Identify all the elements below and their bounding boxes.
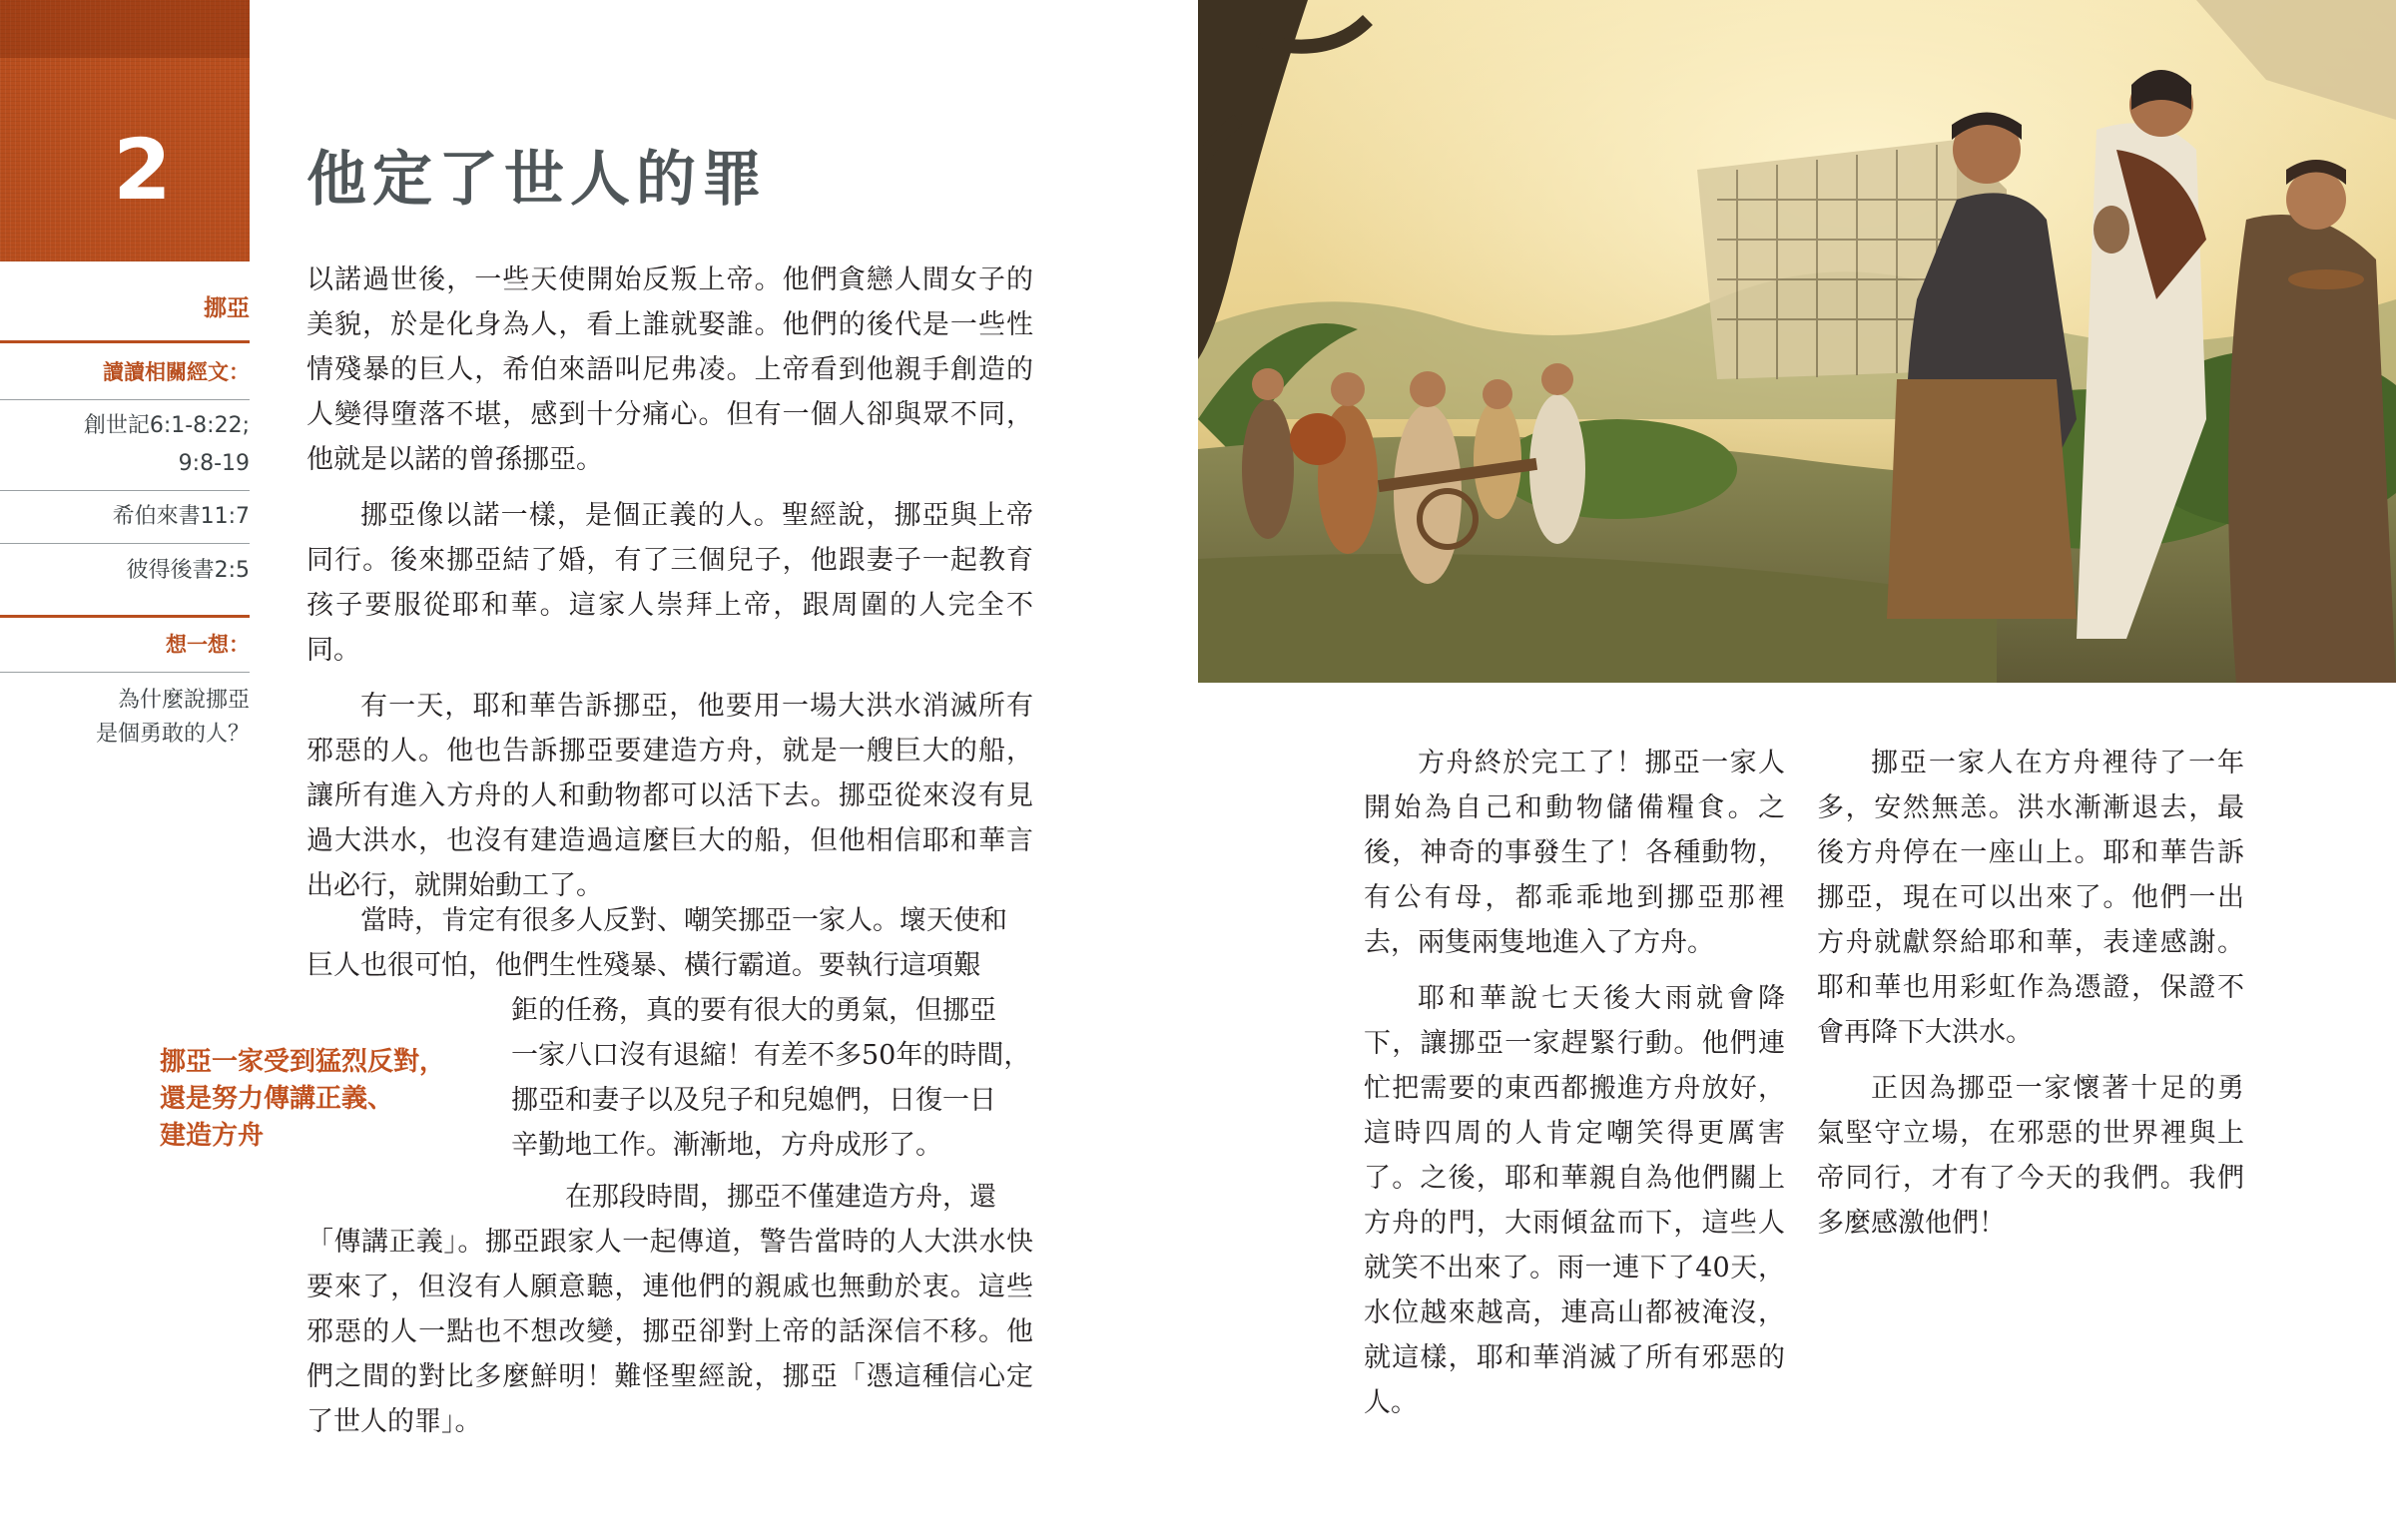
reading-ref: 9:8-19 (178, 451, 250, 476)
chapter-number: 2 (113, 121, 172, 219)
question-line: 是個勇敢的人？ (95, 722, 250, 747)
illustration (1198, 0, 2396, 683)
sidebar-divider (0, 490, 250, 491)
left-column-bottom (306, 1220, 1033, 1455)
ark-construction-painting (1198, 0, 2396, 683)
readings-label: 讀讀相關經文： (103, 360, 250, 384)
paragraph-line: 當時，肯定有很多人反對、嘲笑挪亞一家人。壞天使和 (360, 905, 1007, 936)
paragraph: 挪亞像以諾一樣，是個正義的人。聖經說，挪亞與上帝同行。後來挪亞結了婚，有了三個兒子，他跟妻子一起教育孩子要服從耶和華。這家人崇拜上帝，跟周圍的人完全不同。 (306, 500, 1033, 666)
figures-foreground (1887, 70, 2396, 683)
middle-column (1364, 741, 1785, 1436)
sidebar-divider (0, 399, 250, 400)
paragraph-line: 巨人也很可怕，他們生性殘暴、橫行霸道。要執行這項艱 (306, 950, 980, 981)
sidebar-divider (0, 543, 250, 544)
right-column (1817, 741, 2244, 1257)
paragraph-line: 鉅的任務，真的要有很大的勇氣，但挪亞 (511, 995, 996, 1026)
paragraph-line: 挪亞和妻子以及兒子和兒媳們，日復一日 (511, 1085, 996, 1116)
sidebar-name: 挪亞 (204, 295, 250, 321)
paragraph: 方舟終於完工了！挪亞一家人開始為自己和動物儲備糧食。之後，神奇的事發生了！各種動物，有公有母，都乖乖地到挪亞那裡去，兩隻兩隻地進入了方舟。 (1364, 748, 1785, 958)
reading-ref: 彼得後書2:5 (126, 558, 250, 583)
pull-quote: 挪亞一家受到猛烈反對， 還是努力傳講正義、 建造方舟 (160, 1047, 446, 1151)
paragraph: 正因為挪亞一家懷著十足的勇氣堅守立場，在邪惡的世界裡與上帝同行，才有了今天的我們。我們多麼感激他們！ (1817, 1073, 2244, 1239)
sidebar-divider (0, 672, 250, 673)
paragraph: 耶和華說七天後大雨就會降下，讓挪亞一家趕緊行動。他們連忙把需要的東西都搬進方舟放好，這時四周的人肯定嘲笑得更厲害了。之後，耶和華親自為他們關上方舟的門，大雨傾盆而下，這些人就笑不出來了。雨一連下了40天，水位越來越高，連高山都被淹沒，就這樣，耶和華消滅了所有邪惡的人。 (1364, 983, 1785, 1418)
reading-ref: 創世記6:1-8:22; (83, 413, 250, 438)
reading-ref: 希伯來書11:7 (112, 504, 250, 529)
paragraph: 「傳講正義」。挪亞跟家人一起傳道，警告當時的人大洪水快要來了，但沒有人願意聽，連他們的親戚也無動於衷。這些邪惡的人一點也不想改變，挪亞卻對上帝的話深信不移。他們之間的對比多麼鮮明！難怪聖經說，挪亞「憑這種信心定了世人的罪」。 (306, 1227, 1033, 1437)
sidebar-divider (0, 615, 250, 618)
think-label: 想一想： (166, 633, 250, 657)
paragraph: 以諾過世後，一些天使開始反叛上帝。他們貪戀人間女子的美貌，於是化身為人，看上誰就娶誰。他們的後代是一些性情殘暴的巨人，希伯來語叫尼弗凌。上帝看到他親手創造的人變得墮落不堪，感到十分痛心。但有一個人卻與眾不同，他就是以諾的曾孫挪亞。 (306, 264, 1033, 475)
chapter-tab (0, 0, 250, 261)
paragraph: 有一天，耶和華告訴挪亞，他要用一場大洪水消滅所有邪惡的人。他也告訴挪亞要建造方舟，就是一艘巨大的船，讓所有進入方舟的人和動物都可以活下去。挪亞從來沒有見過大洪水，也沒有建造過這麼巨大的船，但他相信耶和華言出必行，就開始動工了。 (306, 691, 1033, 901)
paragraph-line: 一家八口沒有退縮！有差不多50年的時間， (511, 1040, 1031, 1071)
question-line: 為什麼說挪亞 (117, 688, 250, 713)
paragraph: 挪亞一家人在方舟裡待了一年多，安然無恙。洪水漸漸退去，最後方舟停在一座山上。耶和華告訴挪亞，現在可以出來了。他們一出方舟就獻祭給耶和華，表達感謝。耶和華也用彩虹作為憑證，保證不會再降下大洪水。 (1817, 748, 2244, 1048)
chapter-title: 他定了世人的罪 (306, 145, 768, 215)
left-column (306, 257, 1033, 919)
chapter-tab-band (0, 0, 250, 58)
paragraph-line: 在那段時間，挪亞不僅建造方舟，還 (565, 1182, 996, 1213)
paragraph-line: 辛勤地工作。漸漸地，方舟成形了。 (511, 1130, 942, 1161)
sidebar-divider (0, 340, 250, 343)
